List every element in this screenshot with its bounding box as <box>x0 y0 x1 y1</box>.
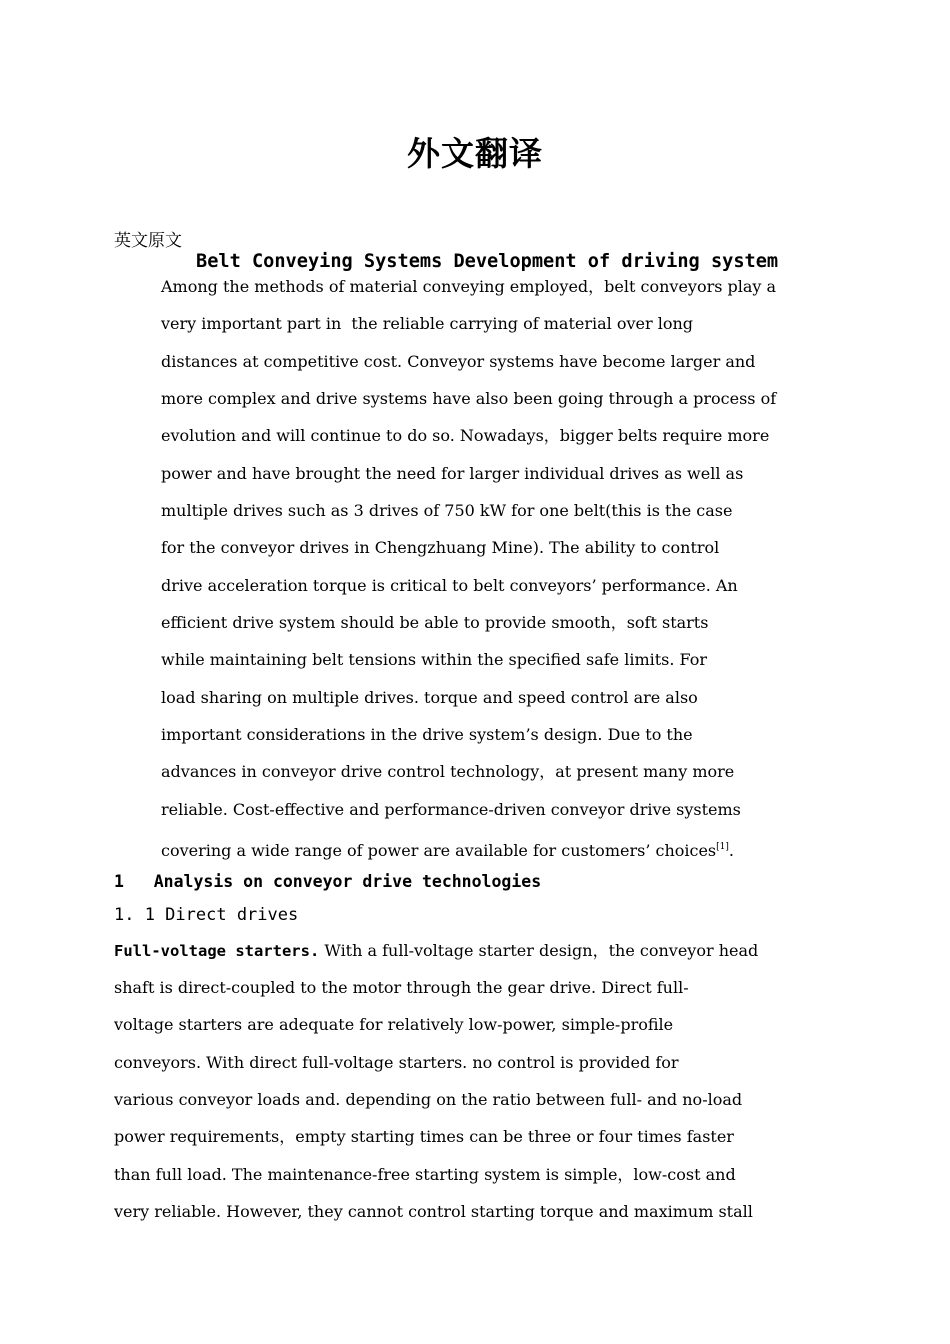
abstract-line: power and have brought the need for larger individual drives as well as <box>161 464 744 483</box>
heading-1-1: 1. 1 Direct drives <box>114 905 299 925</box>
abstract-line: multiple drives such as 3 drives of 750 kW for one belt(this is the case <box>161 501 733 520</box>
abstract-line: evolution and will continue to do so. Nowadays，bigger belts require more <box>161 426 770 445</box>
citation-ref[interactable]: [1] <box>716 842 729 852</box>
abstract-line: while maintaining belt tensions within the specified safe limits. For <box>161 650 708 669</box>
body-first-line <box>114 941 758 961</box>
abstract-line: drive acceleration torque is critical to belt conveyors’ performance. An <box>161 576 738 595</box>
article-title: Belt Conveying Systems Development of driving system <box>196 251 779 272</box>
body-line: voltage starters are adequate for relatively low-power, simple-profile <box>114 1015 674 1034</box>
abstract-line: reliable. Cost-effective and performance-driven conveyor drive systems <box>161 800 741 819</box>
body-line: shaft is direct-coupled to the motor through the gear drive. Direct full- <box>114 978 689 997</box>
abstract-line: more complex and drive systems have also been going through a process of <box>161 389 777 408</box>
abstract-line: Among the methods of material conveying employed，belt conveyors play a <box>161 277 777 296</box>
abstract-line: advances in conveyor drive control technology，at present many more <box>161 762 735 781</box>
abstract-last-line-text: covering a wide range of power are available for customers’ choices <box>161 841 717 860</box>
body-line: than full load. The maintenance-free starting system is simple，low-cost and <box>114 1165 736 1184</box>
body-first-line-rest: With a full-voltage starter design，the conveyor head <box>319 941 759 960</box>
abstract-end-punct: . <box>728 841 734 860</box>
abstract-line: load sharing on multiple drives. torque and speed control are also <box>161 688 698 707</box>
body-line: power requirements，empty starting times can be three or four times faster <box>114 1127 734 1146</box>
abstract-line: for the conveyor drives in Chengzhuang Mine). The ability to control <box>161 538 720 557</box>
abstract-line: important considerations in the drive system’s design. Due to the <box>161 725 693 744</box>
body-line: conveyors. With direct full-voltage starters. no control is provided for <box>114 1053 679 1072</box>
abstract-line: distances at competitive cost. Conveyor systems have become larger and <box>161 352 756 371</box>
heading-1: 1 Analysis on conveyor drive technologies <box>114 872 542 891</box>
abstract-line: efficient drive system should be able to provide smooth，soft starts <box>161 613 709 632</box>
abstract-last-line <box>161 837 734 861</box>
page-title: 外文翻译 <box>407 134 543 173</box>
body-line: various conveyor loads and. depending on the ratio between full- and no-load <box>114 1090 743 1109</box>
runin-heading: Full-voltage starters. <box>114 942 320 960</box>
section-label: 英文原文 <box>114 231 182 251</box>
abstract-line: very important part in the reliable carrying of material over long <box>161 314 694 333</box>
body-line: very reliable. However, they cannot control starting torque and maximum stall <box>114 1202 753 1221</box>
